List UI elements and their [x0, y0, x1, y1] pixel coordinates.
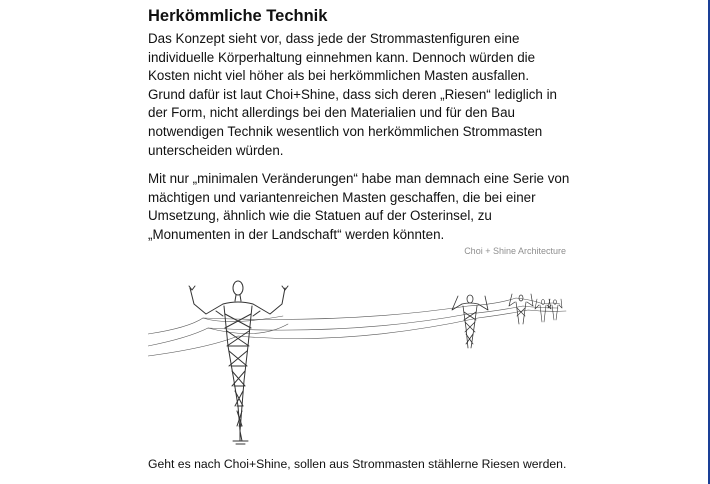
paragraph-1-line: unterscheiden würden. [148, 142, 284, 158]
paragraph-2-line: „Monumenten in der Landschaft“ werden könnten. [148, 226, 445, 242]
image-caption: Geht es nach Choi+Shine, sollen aus Strommasten stählerne Riesen werden. [148, 457, 567, 471]
paragraph-1-line: der Form, nicht allerdings bei den Materialien und für den Bau [148, 105, 515, 121]
section-heading: Herkömmliche Technik [148, 7, 328, 25]
paragraph-2-line: Umsetzung, ähnlich wie die Statuen auf der Osterinsel, zu [148, 208, 492, 224]
small-giant-figure [548, 299, 562, 320]
paragraph-1-line: Grund dafür ist laut Choi+Shine, dass sich deren „Riesen“ lediglich in [148, 86, 558, 102]
mid-giant-figure [452, 295, 488, 348]
paragraph-2 [148, 170, 569, 244]
power-lines [148, 298, 566, 356]
paragraph-2-line: Mit nur „minimalen Veränderungen“ habe man demnach eine Serie von [148, 171, 570, 186]
paragraph-2-line: mächtigen und variantenreichen Masten geschaffen, die bei einer [148, 189, 536, 205]
paragraph-1-line: Das Konzept sieht vor, dass jede der Strommastenfiguren eine [148, 31, 520, 46]
main-giant-figure [189, 281, 288, 444]
small-giant-figure [535, 299, 551, 322]
paragraph-1-line: notwendigen Technik wesentlich von herkömmlichen Strommasten [148, 123, 543, 139]
image-credit: Choi + Shine Architecture [464, 246, 566, 256]
pylon-giants-illustration [148, 266, 568, 456]
paragraph-1 [148, 30, 557, 160]
paragraph-1-line: individuelle Körperhaltung einnehmen kann. Dennoch würden die [148, 49, 536, 65]
paragraph-1-line: Kosten nicht viel höher als bei herkömmlichen Masten ausfallen. [148, 68, 530, 84]
